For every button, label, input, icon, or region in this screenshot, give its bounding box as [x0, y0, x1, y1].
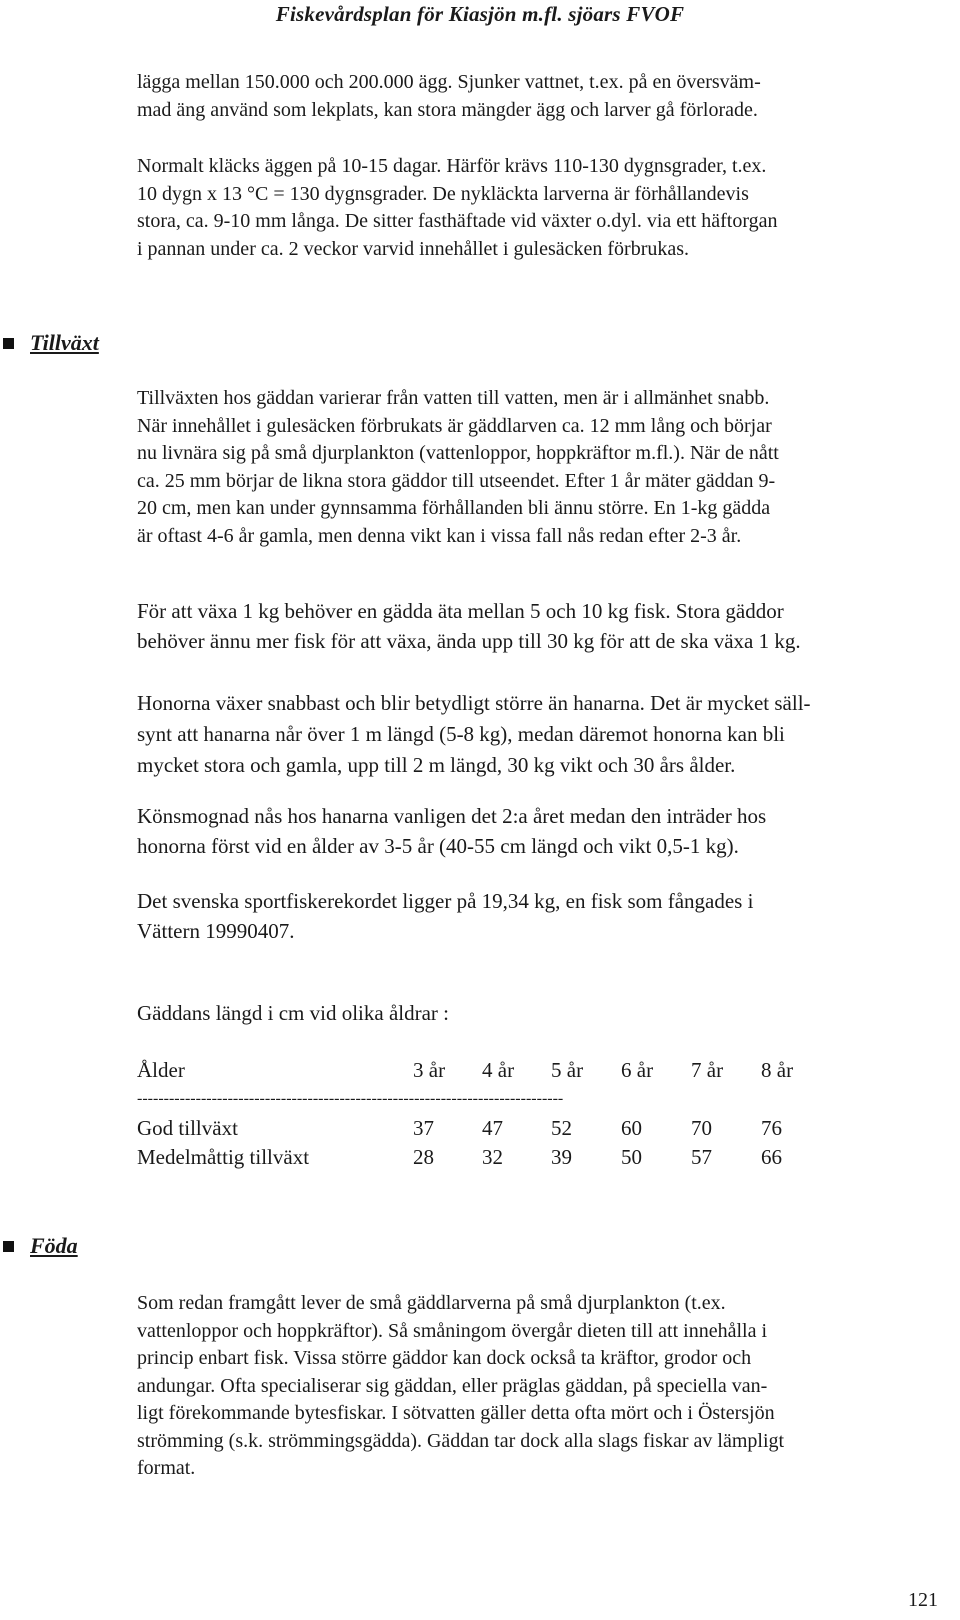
- text-line: mad äng använd som lekplats, kan stora mängder ägg och larver gå förlorade.: [137, 98, 758, 121]
- intro-paragraph-1: [137, 69, 955, 124]
- tillvaxt-paragraph-5: [137, 886, 955, 946]
- text-line: format.: [137, 1457, 196, 1479]
- table-cell: 28: [413, 1145, 434, 1169]
- text-line: Tillväxten hos gäddan varierar från vatten till vatten, men är i allmänhet snabb.: [137, 387, 770, 409]
- text-line: behöver ännu mer fisk för att växa, ända upp till 30 kg för att de ska växa 1 kg.: [137, 629, 801, 653]
- tillvaxt-paragraph-2: [137, 596, 955, 656]
- table-cell: 76: [761, 1116, 782, 1140]
- tillvaxt-paragraph-4: [137, 801, 955, 861]
- table-cell: 66: [761, 1145, 782, 1169]
- text-line: 10 dygn x 13 °C = 130 dygnsgrader. De nykläckta larverna är förhållandevis: [137, 182, 749, 205]
- table-cell: 50: [621, 1145, 642, 1169]
- text-line: nu livnära sig på små djurplankton (vattenloppor, hoppkräftor m.fl.). När de nått: [137, 442, 779, 464]
- intro-paragraph-2: [137, 153, 955, 263]
- table-separator: --------------------------------------------------------------------------------: [137, 1090, 564, 1107]
- table-cell: 60: [621, 1116, 642, 1140]
- text-line: vattenloppor och hoppkräftor). Så småningom övergår dieten till att innehålla i: [137, 1319, 768, 1342]
- table-row-label: Medelmåttig tillväxt: [137, 1145, 310, 1169]
- text-line: lägga mellan 150.000 och 200.000 ägg. Sjunker vattnet, t.ex. på en översväm-: [137, 71, 761, 93]
- table-cell: 32: [482, 1145, 503, 1169]
- table-header-label: Ålder: [137, 1058, 185, 1082]
- text-line: Könsmognad nås hos hanarna vanligen det 2:a året medan den inträder hos: [137, 804, 767, 828]
- length-table-caption: Gäddans längd i cm vid olika åldrar :: [137, 1001, 449, 1025]
- text-line: är oftast 4-6 år gamla, men denna vikt kan i vissa fall nås redan efter 2-3 år.: [137, 524, 742, 547]
- text-line: När innehållet i gulesäcken förbrukats är gäddlarven ca. 12 mm lång och börjar: [137, 414, 772, 437]
- table-cell: 37: [413, 1116, 434, 1140]
- text-line: strömming (s.k. strömmingsgädda). Gäddan tar dock alla slags fiskar av lämpligt: [137, 1429, 785, 1452]
- text-line: Normalt kläcks äggen på 10-15 dagar. Härför krävs 110-130 dygnsgrader, t.ex.: [137, 155, 767, 177]
- table-cell: 70: [691, 1116, 712, 1140]
- text-line: ca. 25 mm börjar de likna stora gäddor till utseendet. Efter 1 år mäter gäddan 9-: [137, 469, 776, 492]
- table-row-label: God tillväxt: [137, 1116, 238, 1140]
- table-cell: 39: [551, 1145, 572, 1169]
- table-header-cell: 5 år: [551, 1058, 584, 1082]
- text-line: Honorna växer snabbast och blir betydligt större än hanarna. Det är mycket säll-: [137, 691, 811, 715]
- text-line: Vättern 19990407.: [137, 919, 295, 943]
- text-line: andungar. Ofta specialiserar sig gäddan, eller präglas gäddan, på speciella van-: [137, 1374, 768, 1397]
- table-header-cell: 6 år: [621, 1058, 654, 1082]
- foda-paragraph: [137, 1290, 955, 1483]
- table-cell: 52: [551, 1116, 572, 1140]
- square-bullet-icon: [3, 1241, 14, 1252]
- text-line: ligt förekommande bytesfiskar. I sötvatten gäller detta ofta mört och i Östersjön: [137, 1402, 775, 1424]
- text-line: honorna först vid en ålder av 3-5 år (40-55 cm längd och vikt 0,5-1 kg).: [137, 834, 739, 858]
- table-cell: 57: [691, 1145, 712, 1169]
- text-line: mycket stora och gamla, upp till 2 m längd, 30 kg vikt och 30 års ålder.: [137, 753, 736, 777]
- table-header-cell: 7 år: [691, 1058, 724, 1082]
- text-line: 20 cm, men kan under gynnsamma förhållanden bli ännu större. En 1-kg gädda: [137, 497, 771, 519]
- table-header-cell: 3 år: [413, 1058, 446, 1082]
- table-header-cell: 4 år: [482, 1058, 515, 1082]
- text-line: Det svenska sportfiskerekordet ligger på 19,34 kg, en fisk som fångades i: [137, 889, 754, 913]
- text-line: För att växa 1 kg behöver en gädda äta mellan 5 och 10 kg fisk. Stora gäddor: [137, 599, 784, 623]
- section-heading-foda: [3, 1233, 78, 1259]
- square-bullet-icon: [3, 338, 14, 349]
- text-line: stora, ca. 9-10 mm långa. De sitter fasthäftade vid växter o.dyl. via ett häftorgan: [137, 210, 778, 232]
- page-number: 121: [908, 1589, 938, 1611]
- section-heading-tillvaxt: [3, 330, 99, 356]
- table-cell: 47: [482, 1116, 503, 1140]
- table-header-cell: 8 år: [761, 1058, 794, 1082]
- text-line: princip enbart fisk. Vissa större gäddor kan dock också ta kräftor, grodor och: [137, 1347, 752, 1369]
- text-line: i pannan under ca. 2 veckor varvid innehållet i gulesäcken förbrukas.: [137, 237, 690, 260]
- page-header-title: Fiskevårdsplan för Kiasjön m.fl. sjöars FVOF: [275, 2, 685, 26]
- text-line: synt att hanarna når över 1 m längd (5-8 kg), medan däremot honorna kan bli: [137, 722, 785, 746]
- section-heading-label: Föda: [30, 1233, 78, 1258]
- text-line: Som redan framgått lever de små gäddlarverna på små djurplankton (t.ex.: [137, 1292, 726, 1314]
- tillvaxt-paragraph-1: [137, 385, 955, 550]
- section-heading-label: Tillväxt: [30, 330, 99, 355]
- tillvaxt-paragraph-3: [137, 688, 955, 781]
